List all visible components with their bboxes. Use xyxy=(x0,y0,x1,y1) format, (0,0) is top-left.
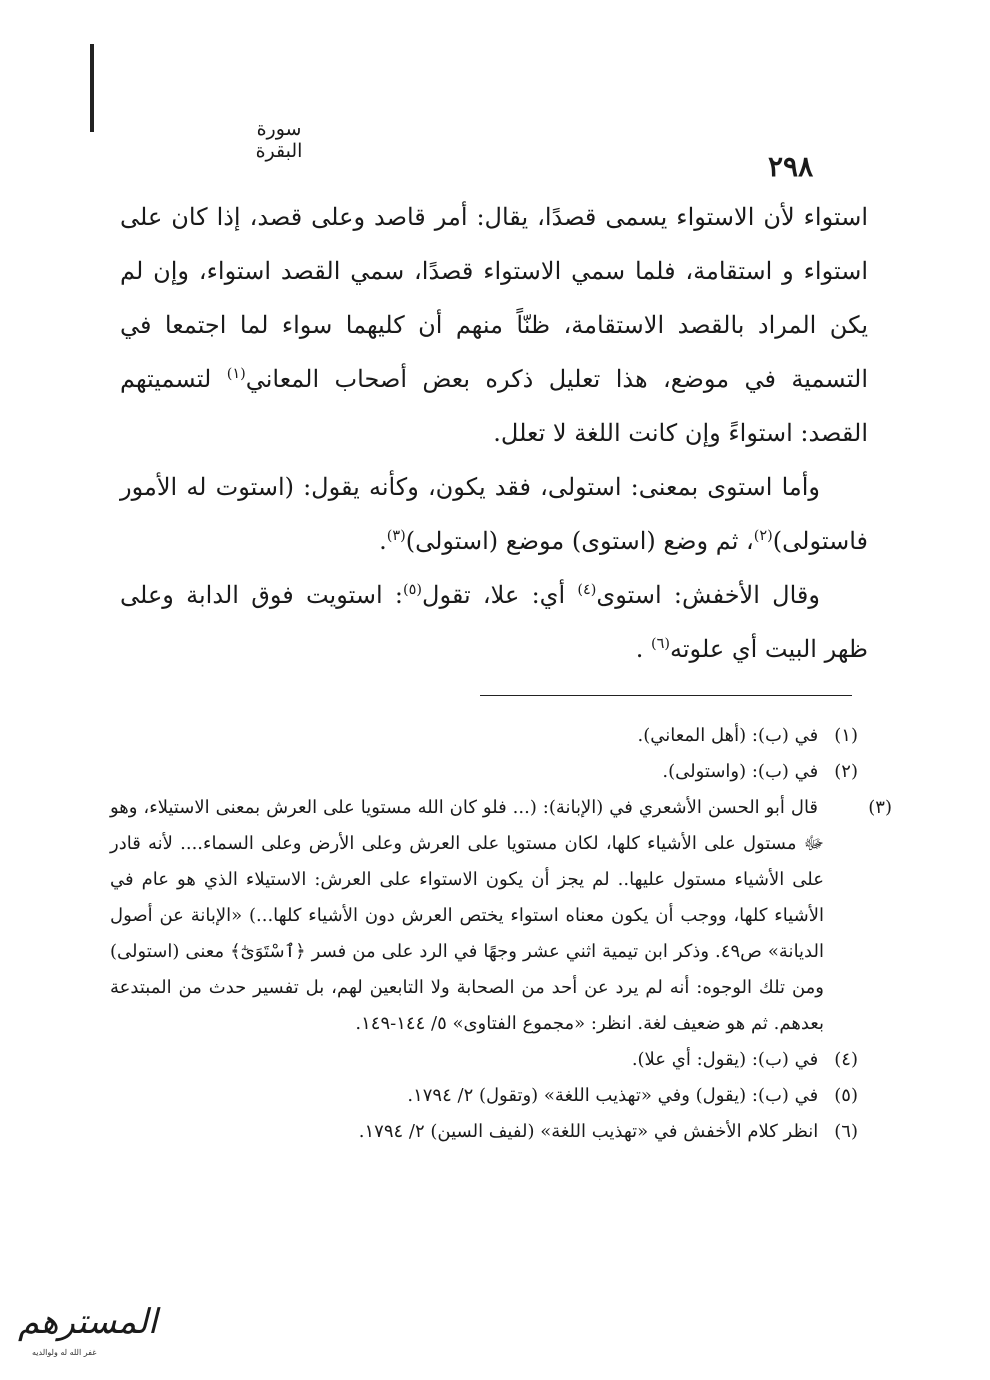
footnote-ref-4: (٤) xyxy=(577,582,597,598)
footnote-1 xyxy=(110,718,858,754)
footnote-text: في (ب): (واستولى). xyxy=(662,761,819,782)
paragraph-1 xyxy=(120,190,868,460)
footnote-5 xyxy=(110,1078,858,1114)
paragraph-2-end: . xyxy=(379,527,387,555)
footnote-text: في (ب): (يقول: أي علا). xyxy=(631,1049,819,1070)
footnote-number: (٤) xyxy=(834,1049,858,1070)
footnote-6 xyxy=(110,1114,858,1150)
footnote-2 xyxy=(110,754,858,790)
footnotes xyxy=(110,718,892,1150)
paragraph-2-mid: ، ثم وضع (استوى) موضع (استولى) xyxy=(405,527,754,555)
footnote-ref-3: (٣) xyxy=(386,528,406,544)
watermark-logo-caption: غفر الله له ولوالديه xyxy=(32,1348,97,1357)
footnote-text: في (ب): (أهل المعاني). xyxy=(637,725,819,746)
paragraph-1-text: استواء لأن الاستواء يسمى قصدًا، يقال: أمر قاصد وعلى قصد، إذا كان على استواء و استقامة، فلما سمي الاستواء قصدًا، سمي القصد استواء، وإن لم يكن المراد بالقصد الاستقامة، ظنّاً منهم أن كليهما سواء لما اجتمعا في التسمية في موضع، هذا تعليل ذكره بعض أصحاب المعاني xyxy=(120,203,869,393)
footnote-text: انظر كلام الأخفش في «تهذيب اللغة» (لفيف السين) ٢/ ١٧٩٤. xyxy=(358,1121,819,1142)
footnote-text: قال أبو الحسن الأشعري في (الإبانة): (... فلو كان الله مستويا على العرش بمعنى الاستيلاء، وهو ﷻ مستول على الأشياء كلها، لكان مستويا على العرش وعلى الأرض وعلى السماء.... لأنه قادر على الأشياء مستول عليها.. لم يجز أن يكون الاستواء على العرش: الاستيلاء الذي هو عام في الأشياء كلها، ووجب أن يكون معناه استواء يختص العرش دون الأشياء كلها...) «الإبانة عن أصول الديانة» ص٤٩. وذكر ابن تيمية اثني عشر وجهًا في الرد على من فسر ﴿ٱسْتَوَىٰٓ﴾ معنى (استولى) ومن تلك الوجوه: أنه لم يرد عن أحد من الصحابة ولا التابعين لهم، بل تفسير حدث من المبتدعة بعدهم. ثم هو ضعيف لغة. انظر: «مجموع الفتاوى» ٥/ ١٤٤-١٤٩. xyxy=(110,797,825,1034)
footnote-number: (٦) xyxy=(834,1121,858,1142)
footnote-number: (١) xyxy=(834,725,858,746)
paragraph-3-text-a: وقال الأخفش: استوى xyxy=(596,581,820,609)
running-header-surah-title: سورة البقرة xyxy=(255,118,303,162)
paragraph-3 xyxy=(120,568,868,676)
footnote-separator xyxy=(480,695,852,696)
footnote-3 xyxy=(110,790,892,1042)
footnote-ref-2: (٢) xyxy=(753,528,773,544)
footnote-ref-6: (٦) xyxy=(651,636,670,652)
footnote-ref-5: (٥) xyxy=(403,582,422,598)
page-number: ٢٩٨ xyxy=(768,150,814,183)
footnote-ref-1: (١) xyxy=(226,366,246,382)
paragraph-3-end: . xyxy=(635,635,652,663)
footnote-number: (٢) xyxy=(834,761,858,782)
binding-line xyxy=(90,44,94,132)
watermark-logo-text: المسترهم xyxy=(18,1302,158,1342)
footnote-text: في (ب): (يقول) وفي «تهذيب اللغة» (وتقول) ٢/ ١٧٩٤. xyxy=(407,1085,819,1106)
paragraph-1-tail: لتسميتهم القصد: استواءً وإن كانت اللغة لا تعلل. xyxy=(120,365,868,447)
footnote-number: (٣) xyxy=(868,797,892,818)
main-text xyxy=(120,190,868,676)
paragraph-2 xyxy=(120,460,868,568)
paragraph-2-text: وأما استوى بمعنى: استولى، فقد يكون، وكأنه يقول: (استوت له الأمور فاستولى) xyxy=(120,473,868,555)
footnote-4 xyxy=(110,1042,858,1078)
footnote-number: (٥) xyxy=(834,1085,858,1106)
paragraph-3-text-c: : استويت فوق الدابة وعلى ظهر البيت أي علوته xyxy=(120,581,868,663)
paragraph-3-text-b: أي: علا، تقول xyxy=(422,581,578,609)
watermark-logo xyxy=(8,1298,158,1364)
